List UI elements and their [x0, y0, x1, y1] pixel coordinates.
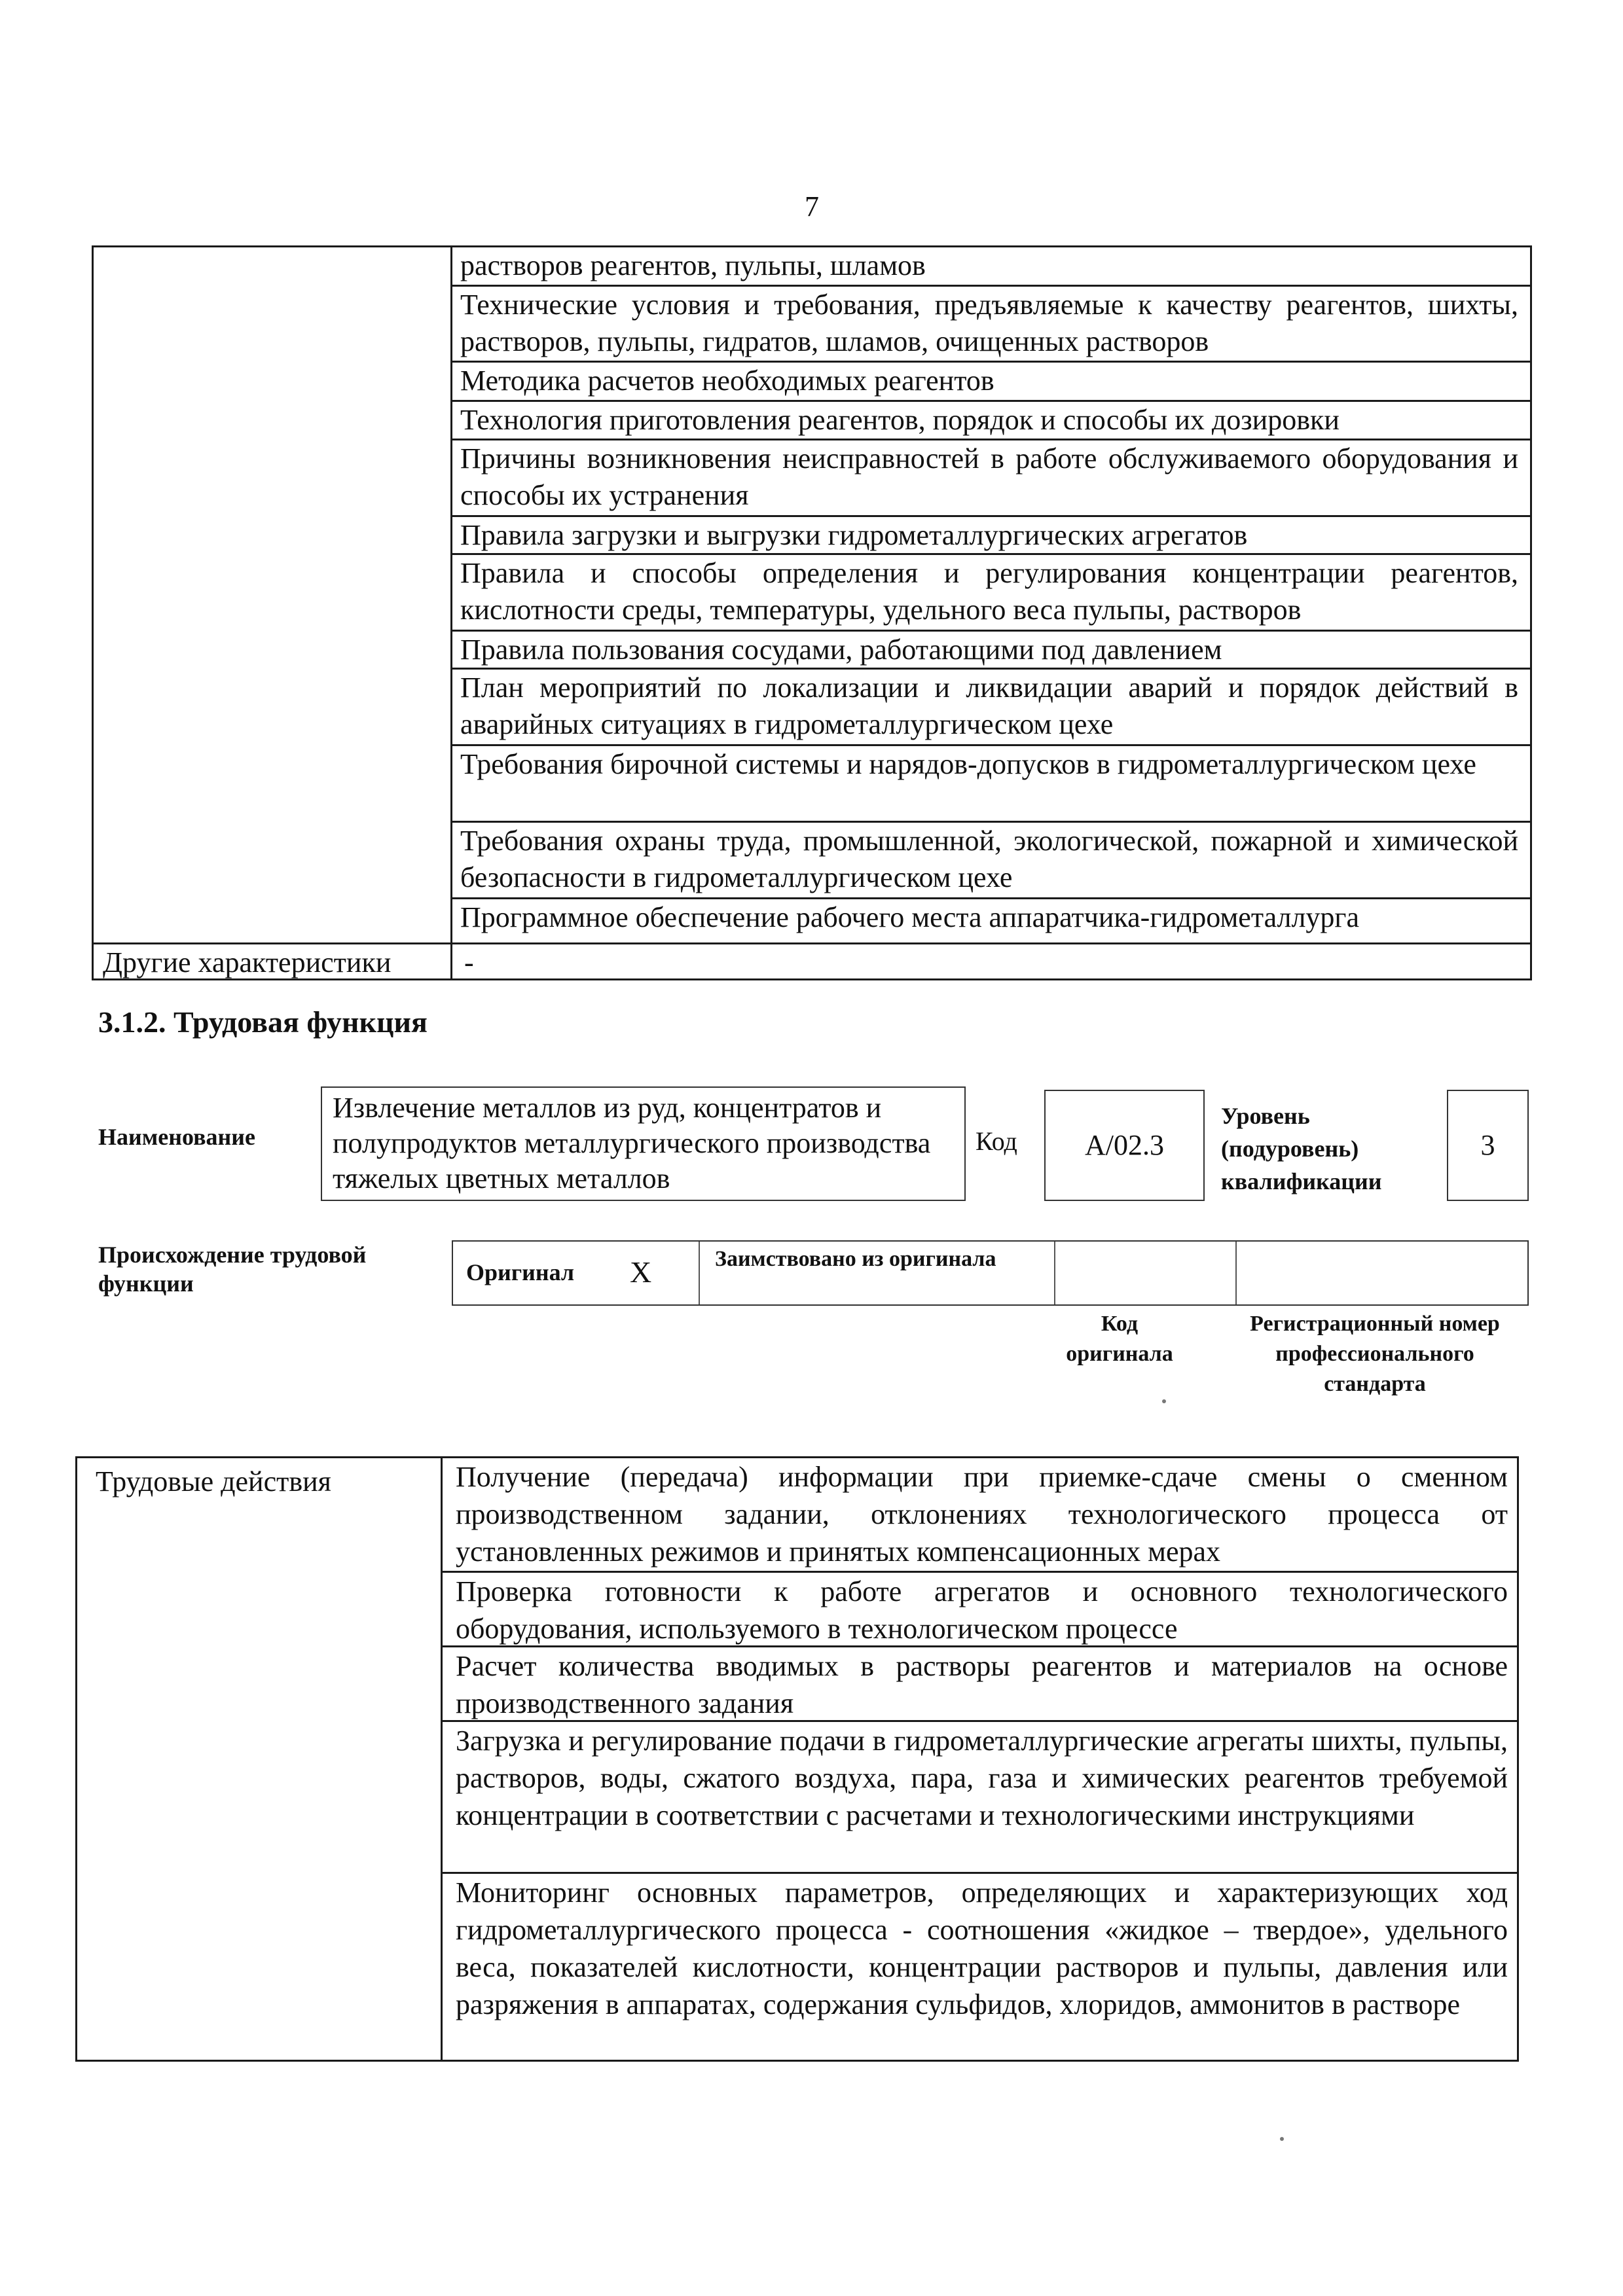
original-mark: X: [630, 1255, 652, 1289]
table-row: Правила и способы определения и регулирования концентрации реагентов, кислотности среды, температуры, удельного веса пульпы, растворов: [452, 553, 1530, 630]
origin-divider: [1235, 1242, 1237, 1304]
table-row: Получение (передача) информации при приемке-сдаче смены о сменном производственном задании, отклонениях технологического процесса от установленных режимов и принятых компенсационных мерах: [456, 1461, 1508, 1568]
table-row: Методика расчетов необходимых реагентов: [452, 361, 1530, 400]
section-title: 3.1.2. Трудовая функция: [98, 1005, 428, 1039]
original-label: Оригинал: [466, 1259, 575, 1285]
table-row: Расчет количества вводимых в растворы реагентов и материалов на основе производственного задания: [443, 1645, 1517, 1720]
level-value-box: 3: [1447, 1090, 1529, 1201]
code-label: Код: [976, 1126, 1017, 1156]
knowledge-table: [92, 245, 1532, 980]
origin-divider: [699, 1242, 700, 1304]
other-characteristics-value: -: [452, 942, 1530, 980]
table-row: Мониторинг основных параметров, определяющих и характеризующих ход гидрометаллургического процесса - соотношения «жидкое – твердое», удельного веса, показателей кислотности, концентрации растворов и пульпы, давления или разряжения в аппаратах, содержания сульфидов, хлоридов, аммонитов в растворе: [443, 1872, 1517, 2062]
labor-actions-label: Трудовые действия: [96, 1465, 331, 1498]
table-row: Технические условия и требования, предъявляемые к качеству реагентов, шихты, растворов, пульпы, гидратов, шламов, очищенных растворов: [452, 285, 1530, 361]
table-row: Проверка готовности к работе агрегатов и основного технологического оборудования, используемого в технологическом процессе: [443, 1571, 1517, 1645]
origin-label: Происхождение трудовой функции: [98, 1242, 367, 1297]
table-row: Правила пользования сосудами, работающими под давлением: [452, 630, 1530, 668]
table-row: Требования бирочной системы и нарядов-допусков в гидрометаллургическом цехе: [452, 744, 1530, 821]
level-label: Уровень (подуровень) квалификации: [1221, 1103, 1382, 1194]
function-code-box: А/02.3: [1044, 1090, 1205, 1201]
scan-speck: [1280, 2137, 1284, 2141]
reg-number-caption: Регистрационный номер профессионального стандарта: [1250, 1312, 1500, 1396]
table-row: растворов реагентов, пульпы, шламов: [460, 249, 926, 281]
page-number: 7: [805, 190, 819, 223]
code-original-caption: Код оригинала: [1066, 1312, 1173, 1366]
table-row: Правила загрузки и выгрузки гидрометаллургических агрегатов: [452, 515, 1530, 553]
table-row: План мероприятий по локализации и ликвидации аварий и порядок действий в аварийных ситуациях в гидрометаллургическом цехе: [452, 668, 1530, 744]
table-row: Требования охраны труда, промышленной, экологической, пожарной и химической безопасности в гидрометаллургическом цехе: [452, 821, 1530, 897]
table-row: Загрузка и регулирование подачи в гидрометаллургические агрегаты шихты, пульпы, растворов, воды, сжатого воздуха, пара, газа и химических реагентов требуемой концентрации в соответствии с расчетами и технологическими инструкциями: [443, 1720, 1517, 1872]
borrowed-label: Заимствовано из оригинала: [715, 1247, 996, 1271]
name-label: Наименование: [98, 1124, 255, 1150]
table-row: Технология приготовления реагентов, порядок и способы их дозировки: [452, 400, 1530, 439]
labor-actions-table: [75, 1456, 1519, 2062]
scan-speck: [1162, 1399, 1166, 1403]
origin-table: [452, 1240, 1529, 1306]
function-name-box: Извлечение металлов из руд, концентратов и полупродуктов металлургического производства тяжелых цветных металлов: [321, 1086, 966, 1201]
origin-divider: [1054, 1242, 1055, 1304]
table-row: Причины возникновения неисправностей в работе обслуживаемого оборудования и способы их устранения: [452, 439, 1530, 515]
other-characteristics-label: Другие характеристики: [94, 942, 450, 980]
table-row: Программное обеспечение рабочего места аппаратчика-гидрометаллурга: [452, 897, 1530, 942]
